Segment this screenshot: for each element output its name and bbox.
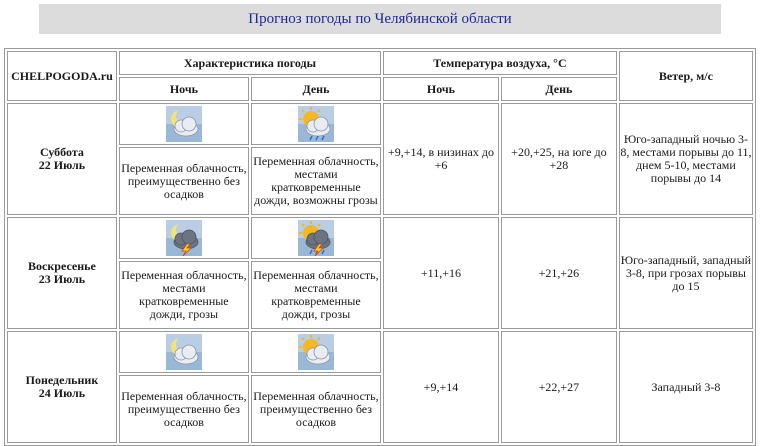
night-icon-cell (119, 217, 249, 259)
sun-cloud-rain-icon (298, 106, 334, 142)
header-wind: Ветер, м/с (619, 51, 753, 101)
day-icon-cell (251, 103, 381, 145)
night-icon-cell (119, 103, 249, 145)
temp-night: +9,+14, в низинах до +6 (383, 103, 499, 215)
temp-night: +9,+14 (383, 331, 499, 443)
wind: Юго-западный ночью 3-8, местами порывы до 11, днем 5-10, местами порывы до 14 (619, 103, 753, 215)
day-description: Переменная облачность, местами кратковременные дожди, возможны грозы (251, 147, 381, 215)
temp-day: +21,+26 (501, 217, 617, 329)
site-label: CHELPOGODA.ru (7, 51, 117, 101)
moon-cloud-icon (166, 334, 202, 370)
subheader-temp-night: Ночь (383, 77, 499, 101)
night-icon-cell (119, 331, 249, 373)
subheader-weather-day: День (251, 77, 381, 101)
sun-storm-icon (298, 220, 334, 256)
night-description: Переменная облачность, преимущественно без осадков (119, 147, 249, 215)
weekday: Понедельник (25, 373, 99, 387)
table-row (7, 103, 753, 145)
day-cell (7, 103, 117, 215)
day-description: Переменная облачность, местами кратковременные дожди, грозы (251, 261, 381, 329)
day-description: Переменная облачность, преимущественно без осадков (251, 375, 381, 443)
temp-night: +11,+16 (383, 217, 499, 329)
weekday: Суббота (39, 145, 84, 159)
sun-cloud-icon (298, 334, 334, 370)
moon-cloud-icon (166, 106, 202, 142)
night-description: Переменная облачность, преимущественно без осадков (119, 375, 249, 443)
header-weather: Характеристика погоды (119, 51, 381, 75)
day-icon-cell (251, 331, 381, 373)
header-temperature: Температура воздуха, °С (383, 51, 617, 75)
temp-day: +20,+25, на юге до +28 (501, 103, 617, 215)
date: 23 Июль (38, 272, 86, 286)
forecast-table (4, 48, 756, 446)
date: 22 Июль (38, 158, 86, 172)
moon-storm-icon (166, 220, 202, 256)
wind: Западный 3-8 (619, 331, 753, 443)
weekday: Воскресенье (28, 259, 96, 273)
wind: Юго-западный, западный 3-8, при грозах порывы до 15 (619, 217, 753, 329)
day-icon-cell (251, 217, 381, 259)
table-row (7, 331, 753, 373)
temp-day: +22,+27 (501, 331, 617, 443)
day-cell (7, 331, 117, 443)
night-description: Переменная облачность, местами кратковременные дожди, грозы (119, 261, 249, 329)
day-cell (7, 217, 117, 329)
date: 24 Июль (38, 386, 86, 400)
subheader-temp-day: День (501, 77, 617, 101)
subheader-weather-night: Ночь (119, 77, 249, 101)
page-title: Прогноз погоды по Челябинской области (39, 4, 721, 34)
table-row (7, 217, 753, 259)
